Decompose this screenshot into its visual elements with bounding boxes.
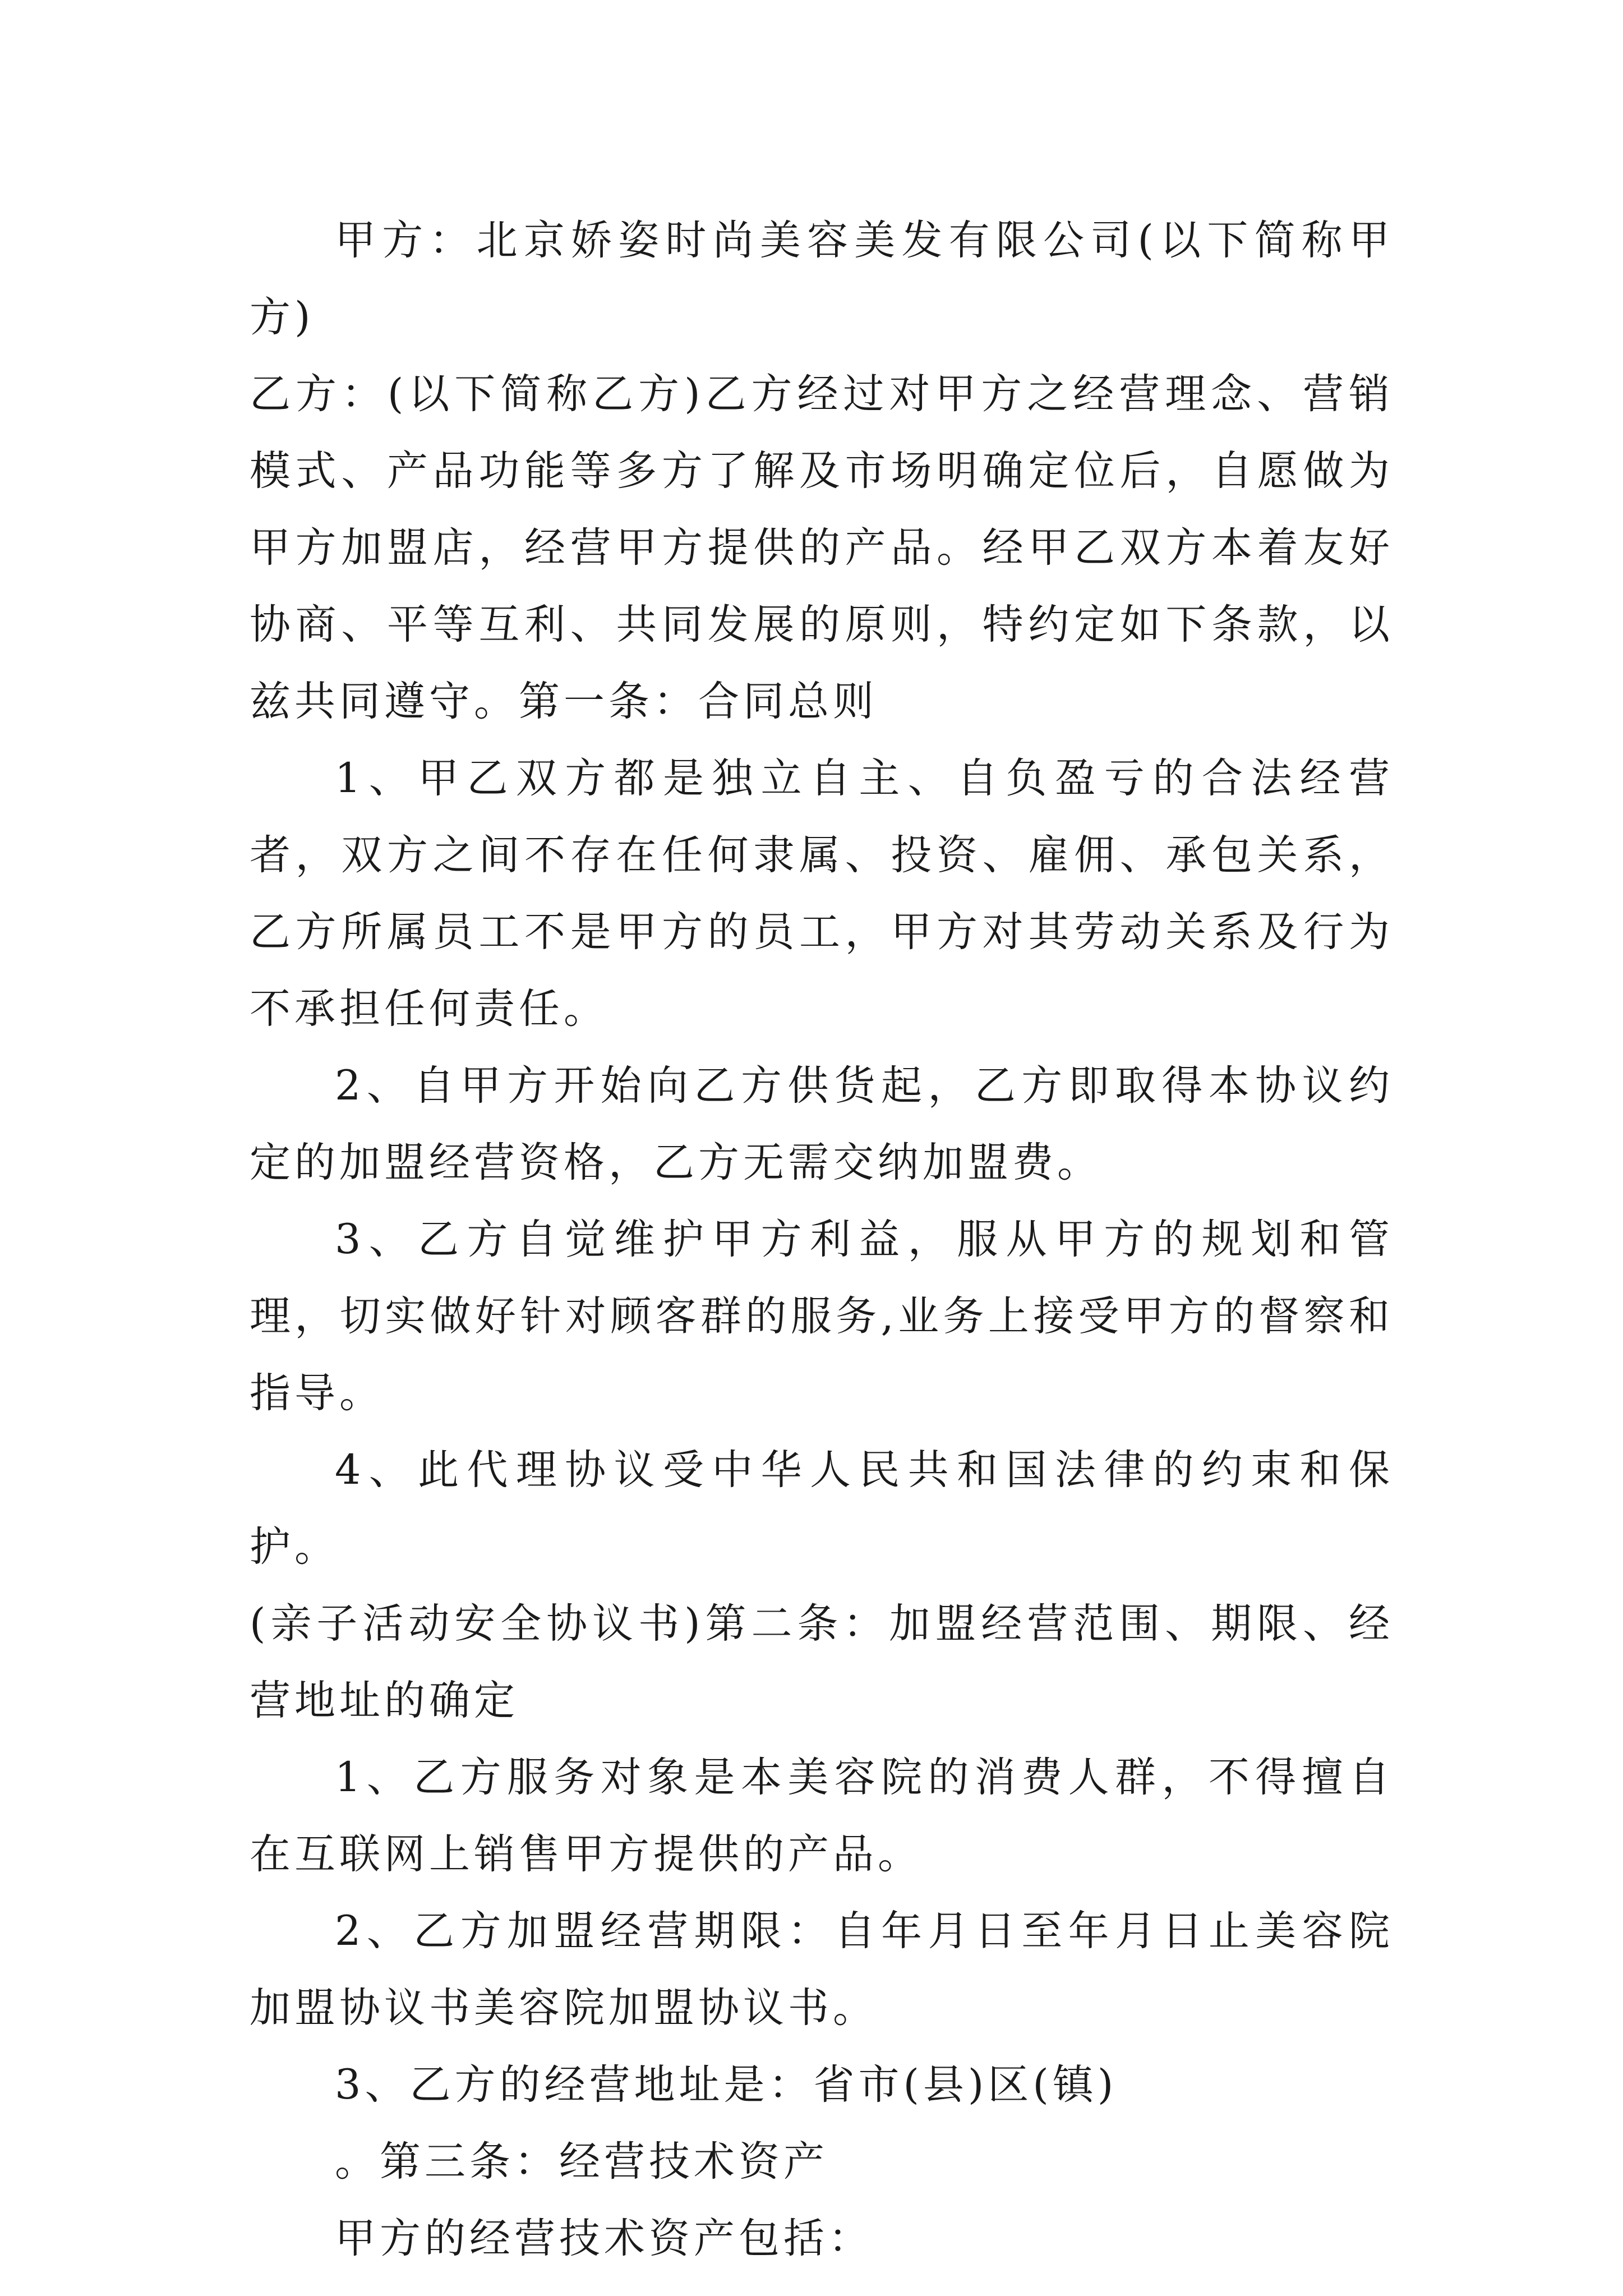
paragraph-clause-2-3: 3、乙方的经营地址是：省市(县)区(镇) (335, 2061, 1118, 2109)
paragraph-clause-1-2: 2、自甲方开始向乙方供货起，乙方即取得本协议约定的加盟经营资格，乙方无需交纳加盟费。 (250, 1062, 1394, 1186)
paragraph-clause-1-1: 1、甲乙双方都是独立自主、自负盈亏的合法经营者，双方之间不存在任何隶属、投资、雇佣、承包关系，乙方所属员工不是甲方的员工，甲方对其劳动关系及行为不承担任何责任。 (250, 754, 1394, 1033)
document-body (250, 202, 1394, 2277)
paragraph-clause-2-2: 2、乙方加盟经营期限：自年月日至年月日止美容院加盟协议书美容院加盟协议书。 (250, 1907, 1394, 2032)
paragraph-party-a: 甲方：北京娇姿时尚美容美发有限公司(以下简称甲方) (250, 217, 1394, 341)
paragraph-party-b-intro: 乙方：(以下简称乙方)乙方经过对甲方之经营理念、营销模式、产品功能等多方了解及市场明确定位后，自愿做为甲方加盟店，经营甲方提供的产品。经甲乙双方本着友好协商、平等互利、共同发展的原则，特约定如下条款，以兹共同遵守。第一条：合同总则 (250, 370, 1394, 725)
paragraph-clause-2-1: 1、乙方服务对象是本美容院的消费人群，不得擅自在互联网上销售甲方提供的产品。 (250, 1754, 1394, 1878)
paragraph-article-3-intro: 甲方的经营技术资产包括： (335, 2215, 873, 2262)
paragraph-article-3-heading: 。第三条：经营技术资产 (335, 2138, 828, 2185)
paragraph-article-2-heading: (亲子活动安全协议书)第二条：加盟经营范围、期限、经营地址的确定 (250, 1600, 1394, 1724)
paragraph-clause-1-4: 4、此代理协议受中华人民共和国法律的约束和保护。 (250, 1446, 1394, 1571)
paragraph-clause-1-3: 3、乙方自觉维护甲方利益，服从甲方的规划和管理，切实做好针对顾客群的服务,业务上接受甲方的督察和指导。 (250, 1216, 1394, 1417)
